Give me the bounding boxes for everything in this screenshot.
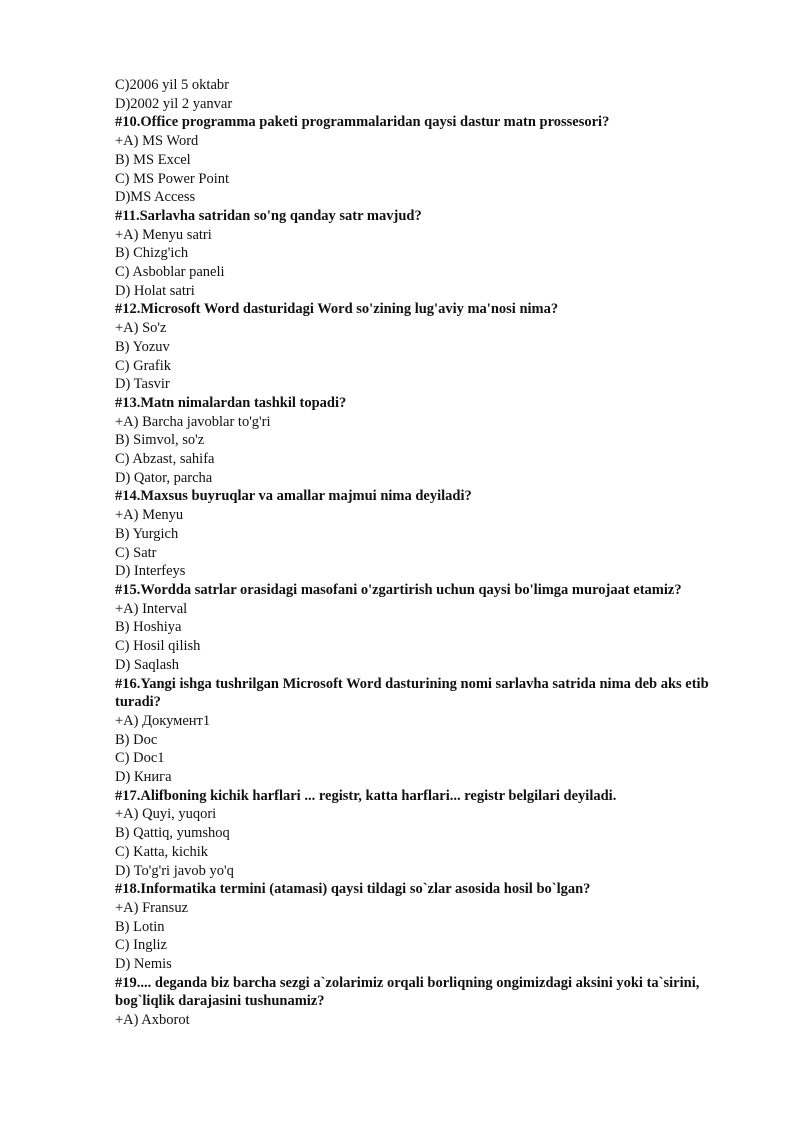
answer-option: D)2002 yil 2 yanvar bbox=[115, 95, 233, 112]
question-heading: #13.Matn nimalardan tashkil topadi? bbox=[115, 394, 347, 411]
answer-option: D) Holat satri bbox=[115, 282, 195, 299]
answer-option: D) Interfeys bbox=[115, 563, 186, 580]
answer-option-correct: +A) Fransuz bbox=[115, 899, 189, 916]
question-heading: #18.Informatika termini (atamasi) qaysi tildagi so`zlar asosida hosil bo`lgan? bbox=[115, 881, 591, 898]
answer-option: B) Yozuv bbox=[115, 338, 170, 355]
question-heading: #11.Sarlavha satridan so'ng qanday satr mavjud? bbox=[115, 207, 422, 224]
question-heading: #19.... deganda biz barcha sezgi a`zolarimiz orqali borliqning ongimizdagi aksini yoki ta`sirini, bog`liqlik darajasini tushunamiz? bbox=[115, 974, 700, 1010]
answer-option-correct: +A) Axborot bbox=[115, 1012, 190, 1029]
question-heading: #12.Microsoft Word dasturidagi Word so'zining lug'aviy ma'nosi nima? bbox=[115, 301, 559, 318]
question-heading: #16.Yangi ishga tushrilgan Microsoft Word dasturining nomi sarlavha satrida nima deb aks etib turadi? bbox=[115, 675, 709, 711]
answer-option-correct: +A) Menyu bbox=[115, 507, 184, 524]
question-heading: #15.Wordda satrlar orasidagi masofani o'zgartirish uchun qaysi bo'limga murojaat etamiz? bbox=[115, 581, 682, 598]
answer-option: D) Saqlash bbox=[115, 656, 180, 673]
answer-option: B) Lotin bbox=[115, 918, 165, 935]
answer-option: C) Grafik bbox=[115, 357, 171, 374]
answer-option-correct: +A) Quyi, yuqori bbox=[115, 806, 217, 823]
answer-option: D) Tasvir bbox=[115, 376, 170, 393]
answer-option-correct: +A) Menyu satri bbox=[115, 226, 212, 243]
answer-option-correct: +A) MS Word bbox=[115, 133, 199, 150]
answer-option: C) Doc1 bbox=[115, 750, 165, 767]
answer-option: B) MS Excel bbox=[115, 151, 191, 168]
answer-option: C) Abzast, sahifa bbox=[115, 451, 215, 468]
question-heading: #17.Alifboning kichik harflari ... registr, katta harflari... registr belgilari deyiladi. bbox=[115, 787, 617, 804]
answer-option-correct: +A) So'z bbox=[115, 320, 167, 337]
answer-option: C) Asboblar paneli bbox=[115, 264, 225, 281]
question-heading: #10.Office programma paketi programmalaridan qaysi dastur matn prossesori? bbox=[115, 114, 610, 131]
answer-option: C) MS Power Point bbox=[115, 170, 230, 187]
answer-option: C) Katta, kichik bbox=[115, 843, 209, 860]
answer-option: B) Chizg'ich bbox=[115, 245, 189, 262]
answer-option: C)2006 yil 5 oktabr bbox=[115, 77, 229, 93]
answer-option-correct: +A) Документ1 bbox=[115, 712, 211, 729]
document-page bbox=[115, 76, 735, 1030]
answer-option: C) Ingliz bbox=[115, 937, 167, 954]
answer-option: B) Hoshiya bbox=[115, 619, 182, 636]
question-heading: #14.Maxsus buyruqlar va amallar majmui nima deyiladi? bbox=[115, 488, 472, 505]
answer-option: B) Yurgich bbox=[115, 525, 179, 542]
answer-option: B) Doc bbox=[115, 731, 158, 748]
answer-option: C) Hosil qilish bbox=[115, 638, 201, 655]
answer-option: C) Satr bbox=[115, 544, 157, 561]
answer-option: D) Nemis bbox=[115, 956, 172, 973]
answer-option-correct: +A) Barcha javoblar to'g'ri bbox=[115, 413, 271, 430]
answer-option: D) To'g'ri javob yo'q bbox=[115, 862, 234, 879]
answer-option: D) Книга bbox=[115, 769, 172, 786]
answer-option-correct: +A) Interval bbox=[115, 600, 188, 617]
answer-option: B) Simvol, so'z bbox=[115, 432, 205, 449]
answer-option: D)MS Access bbox=[115, 189, 196, 206]
answer-option: D) Qator, parcha bbox=[115, 469, 213, 486]
answer-option: B) Qattiq, yumshoq bbox=[115, 825, 230, 842]
